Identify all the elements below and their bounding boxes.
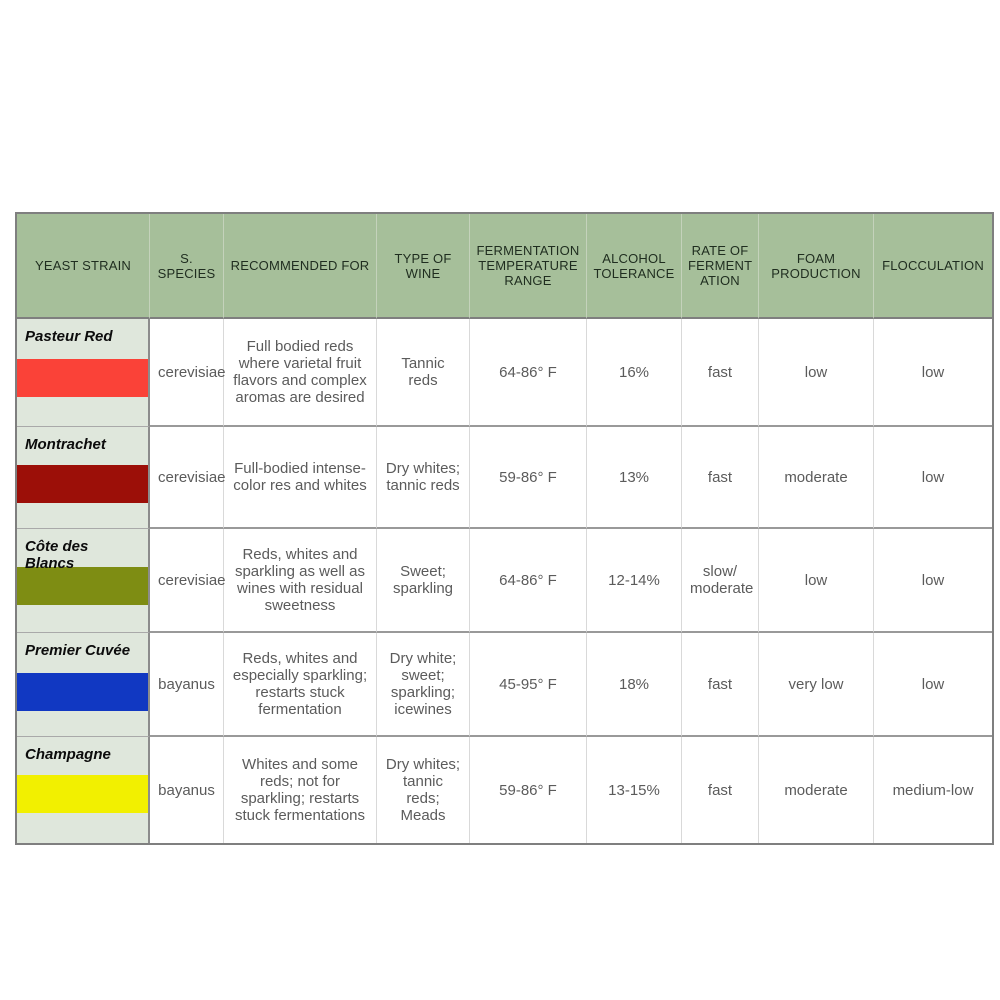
strain-name: Premier Cuvée <box>25 642 131 659</box>
yeast-strain-table <box>15 212 990 845</box>
strain-name: Pasteur Red <box>25 328 113 345</box>
fermentation-temperature-cell: 64-86° F <box>470 319 587 427</box>
strain-color-swatch <box>17 775 148 813</box>
foam-production-cell: low <box>759 319 874 427</box>
foam-production-cell: moderate <box>759 427 874 529</box>
type-of-wine-cell: Tannic reds <box>377 319 470 427</box>
species-cell: bayanus <box>150 737 224 843</box>
recommended-for-cell: Full bodied reds where varietal fruit flavors and complex aromas are desired <box>224 319 377 427</box>
species-cell: bayanus <box>150 633 224 737</box>
table-row <box>17 633 992 737</box>
table-row <box>17 529 992 633</box>
rate-of-fermentation-cell: slow/ moderate <box>682 529 759 633</box>
species-cell: cerevisiae <box>150 319 224 427</box>
flocculation-cell: low <box>874 427 992 529</box>
type-of-wine-cell: Dry white; sweet; sparkling; icewines <box>377 633 470 737</box>
yeast-comparison-table <box>15 212 994 845</box>
alcohol-tolerance-cell: 16% <box>587 319 682 427</box>
header-recommended-for: RECOMMENDED FOR <box>224 214 377 319</box>
header-foam-production: FOAM PRODUCTION <box>759 214 874 319</box>
strain-cell-montrachet <box>17 427 150 529</box>
recommended-for-cell: Full-bodied intense-color res and whites <box>224 427 377 529</box>
alcohol-tolerance-cell: 13-15% <box>587 737 682 843</box>
table-row <box>17 427 992 529</box>
foam-production-cell: low <box>759 529 874 633</box>
recommended-for-cell: Reds, whites and sparkling as well as wines with residual sweetness <box>224 529 377 633</box>
table-row <box>17 319 992 427</box>
type-of-wine-cell: Sweet; sparkling <box>377 529 470 633</box>
header-fermentation-temperature-range: FERMENTATION TEMPERATURE RANGE <box>470 214 587 319</box>
header-rate-of-fermentation: RATE OF FERMENT ATION <box>682 214 759 319</box>
flocculation-cell: low <box>874 633 992 737</box>
foam-production-cell: moderate <box>759 737 874 843</box>
species-cell: cerevisiae <box>150 529 224 633</box>
fermentation-temperature-cell: 59-86° F <box>470 737 587 843</box>
strain-cell-champagne <box>17 737 150 843</box>
rate-of-fermentation-cell: fast <box>682 737 759 843</box>
strain-color-swatch <box>17 673 148 711</box>
strain-cell-cote-des-blancs <box>17 529 150 633</box>
flocculation-cell: low <box>874 319 992 427</box>
strain-name: Champagne <box>25 746 111 763</box>
rate-of-fermentation-cell: fast <box>682 319 759 427</box>
rate-of-fermentation-cell: fast <box>682 633 759 737</box>
strain-cell-pasteur-red <box>17 319 150 427</box>
header-s-species: S. SPECIES <box>150 214 224 319</box>
table-header-row <box>17 214 992 319</box>
header-type-of-wine: TYPE OF WINE <box>377 214 470 319</box>
flocculation-cell: medium-low <box>874 737 992 843</box>
flocculation-cell: low <box>874 529 992 633</box>
foam-production-cell: very low <box>759 633 874 737</box>
table-row <box>17 737 992 843</box>
fermentation-temperature-cell: 59-86° F <box>470 427 587 529</box>
type-of-wine-cell: Dry whites; tannic reds <box>377 427 470 529</box>
type-of-wine-cell: Dry whites; tannic reds; Meads <box>377 737 470 843</box>
alcohol-tolerance-cell: 13% <box>587 427 682 529</box>
recommended-for-cell: Whites and some reds; not for sparkling; restarts stuck fermentations <box>224 737 377 843</box>
alcohol-tolerance-cell: 18% <box>587 633 682 737</box>
strain-color-swatch <box>17 359 148 397</box>
strain-cell-premier-cuvee <box>17 633 150 737</box>
strain-color-swatch <box>17 567 148 605</box>
strain-name: Montrachet <box>25 436 106 453</box>
rate-of-fermentation-cell: fast <box>682 427 759 529</box>
header-flocculation: FLOCCULATION <box>874 214 992 319</box>
strain-color-swatch <box>17 465 148 503</box>
header-alcohol-tolerance: ALCOHOL TOLERANCE <box>587 214 682 319</box>
header-yeast-strain: YEAST STRAIN <box>17 214 150 319</box>
fermentation-temperature-cell: 45-95° F <box>470 633 587 737</box>
fermentation-temperature-cell: 64-86° F <box>470 529 587 633</box>
species-cell: cerevisiae <box>150 427 224 529</box>
recommended-for-cell: Reds, whites and especially sparkling; restarts stuck fermentation <box>224 633 377 737</box>
alcohol-tolerance-cell: 12-14% <box>587 529 682 633</box>
strain-name: Côte des Blancs <box>25 538 89 572</box>
